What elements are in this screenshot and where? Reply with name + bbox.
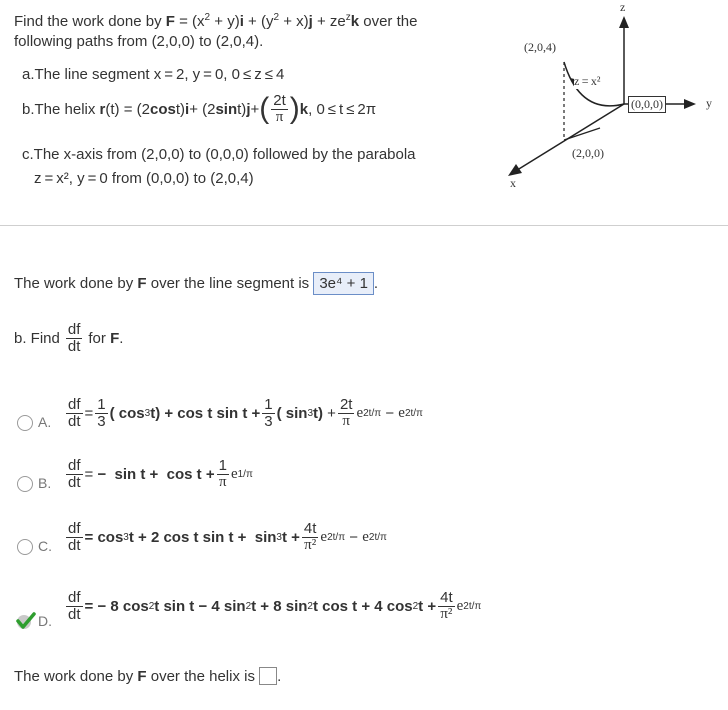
helix-frac-den: π <box>275 108 284 125</box>
result-prefix: The work done by <box>14 275 134 292</box>
helix-frac-num: 2t <box>273 91 286 109</box>
option-a-letter[interactable]: A. <box>38 414 52 430</box>
option-a-e2: e <box>398 404 405 421</box>
option-a-p2: ( sin <box>276 404 308 422</box>
over-the-text: over the <box>363 13 418 30</box>
option-d-m1: t sin t − 4 sin <box>154 597 246 615</box>
helix-period: . <box>277 667 282 685</box>
helix-F: F <box>137 667 147 685</box>
option-b-expression[interactable] <box>64 458 253 491</box>
helix-answer-input[interactable] <box>259 667 277 685</box>
option-b-fn: 1 <box>218 457 227 474</box>
option-a-f1n: 1 <box>97 396 106 413</box>
label-y: y <box>706 96 712 110</box>
option-d-fn: 4t <box>440 589 453 606</box>
option-b-radio[interactable] <box>17 476 33 492</box>
unit-k: k <box>299 100 309 118</box>
option-a-f3n: 2t <box>339 396 353 413</box>
path-figure <box>500 0 728 200</box>
helix-text-2: t) <box>175 100 186 118</box>
option-a-radio[interactable] <box>17 415 33 431</box>
label-z: z <box>620 0 626 14</box>
option-d-fd: π² <box>440 605 453 622</box>
option-d-letter[interactable]: D. <box>38 613 52 629</box>
option-d-num: df <box>68 589 81 606</box>
helix-suffix: over the helix is <box>150 667 255 685</box>
option-a-mid: + cos t sin t + <box>164 404 261 422</box>
option-a-p1e: t) <box>150 404 161 422</box>
option-d-lhs <box>66 590 83 623</box>
helix-fraction <box>271 93 288 126</box>
helix-text-4: t) <box>237 100 247 118</box>
option-c-e2s: 2t/π <box>368 531 387 543</box>
option-c-expression[interactable] <box>64 521 387 554</box>
y-arrowhead <box>684 99 696 109</box>
result-period: . <box>373 275 379 292</box>
option-a-plus: + <box>327 404 336 422</box>
option-a-expression[interactable] <box>64 397 423 430</box>
option-c-s1: 3 <box>123 531 129 543</box>
frac-den: dt <box>67 337 81 355</box>
option-a-f1d: 3 <box>97 412 106 430</box>
find-text: b. Find <box>14 329 60 347</box>
option-d-den: dt <box>68 605 81 623</box>
section-divider <box>0 225 728 226</box>
option-a-frac2 <box>262 397 274 430</box>
helix-prefix: The work done by <box>14 667 134 685</box>
option-c-num: df <box>68 520 81 537</box>
option-a-e1s: 2t/π <box>363 407 382 419</box>
problem-statement <box>14 8 494 52</box>
option-a-p2e: t) <box>313 404 323 422</box>
part-c-line-2: z = x², y = 0 from (0,0,0) to (2,0,4) <box>34 170 254 187</box>
x-arrowhead <box>508 164 522 176</box>
option-a-f2n: 1 <box>264 396 273 413</box>
option-b-den: dt <box>68 473 81 491</box>
left-paren: ( <box>259 92 270 125</box>
part-c-line-1: c.The x-axis from (2,0,0) to (0,0,0) followed by the parabola <box>22 146 416 163</box>
option-a-frac1 <box>95 397 107 430</box>
label-200: (2,0,0) <box>572 146 604 160</box>
option-d-m4: t + <box>418 597 437 615</box>
option-d-radio[interactable] <box>15 612 33 630</box>
option-a-p1: ( cos <box>109 404 145 422</box>
option-c-fn: 4t <box>303 520 317 537</box>
right-paren: ) <box>289 92 300 125</box>
helix-sin: sin <box>215 100 238 118</box>
option-a-f2d: 3 <box>264 412 273 430</box>
for-text: for <box>88 329 106 347</box>
helix-range: , 0 ≤ t ≤ 2π <box>308 100 377 118</box>
option-b-frac <box>217 458 229 491</box>
option-c-m2: t + <box>281 528 300 546</box>
option-c-e1s: 2t/π <box>327 531 346 543</box>
option-d-m3: t cos t + 4 cos <box>312 597 413 615</box>
vector-F: F <box>165 13 175 30</box>
result-F: F <box>137 275 147 292</box>
df-dt-fraction <box>66 322 83 355</box>
option-c-m1: t + 2 cos t sin t + sin <box>128 528 277 546</box>
option-c-letter[interactable]: C. <box>38 538 52 554</box>
axes-diagram <box>500 0 728 200</box>
option-b-fd: π <box>218 473 227 490</box>
helix-cos: cos <box>149 100 176 118</box>
option-c-eq: = cos <box>84 528 124 546</box>
frac-num: df <box>67 321 81 338</box>
option-c-den: dt <box>68 536 81 554</box>
option-a-eq: = <box>84 404 94 422</box>
helix-text-1: (t) = (2 <box>105 100 150 118</box>
option-a-p2s: 3 <box>307 407 313 419</box>
part-b <box>22 92 376 126</box>
option-d-s3: 2 <box>307 600 313 612</box>
helix-line <box>14 667 281 685</box>
part-a: a.The line segment x = 2, y = 0, 0 ≤ z ≤ 4 <box>22 66 285 83</box>
field-formula: $(x^2 + y)i + (y^2 + x)j + ze^zk$ <box>192 12 360 30</box>
checkmark-icon <box>15 612 37 632</box>
option-c-minus: − <box>349 528 359 546</box>
option-d-e: e <box>456 597 464 614</box>
label-curve: z = x² <box>574 74 601 88</box>
helix-text-3: + (2 <box>189 100 216 118</box>
result-suffix: over the line segment is <box>150 275 310 292</box>
label-x: x <box>510 176 516 190</box>
line-segment-answer: 3e⁴ + 1 <box>313 272 374 295</box>
option-d-frac <box>438 590 455 623</box>
option-d-es: 2t/π <box>463 600 482 612</box>
option-c-frac <box>302 521 319 554</box>
option-a-lhs <box>66 397 83 430</box>
option-a-num: df <box>68 396 81 413</box>
option-d-s4: 2 <box>412 600 419 612</box>
option-c-fd: π² <box>304 536 317 553</box>
option-d-m2: t + 8 sin <box>251 597 308 615</box>
option-b-body: − sin t + cos t + <box>97 465 215 483</box>
option-c-e1: e <box>320 528 328 545</box>
equals-sign: = <box>179 13 188 30</box>
label-204: (2,0,4) <box>524 40 556 54</box>
option-d-expression[interactable] <box>64 590 481 623</box>
question-b <box>14 322 123 355</box>
problem-line-2: following paths from (2,0,0) to (2,0,4). <box>14 33 264 50</box>
question-period: . <box>119 329 124 347</box>
question-F: F <box>110 329 120 347</box>
option-c-lhs <box>66 521 83 554</box>
part-b-label: b.The helix <box>22 100 96 118</box>
unit-i: i <box>185 100 190 118</box>
option-c-e2: e <box>362 528 369 545</box>
option-d-s1: 2 <box>148 600 155 612</box>
result-line <box>14 272 378 295</box>
option-b-lhs <box>66 458 83 491</box>
option-b-eq: = <box>84 465 94 483</box>
option-a-e1: e <box>356 404 364 421</box>
option-c-radio[interactable] <box>17 539 33 555</box>
option-a-den: dt <box>68 412 81 430</box>
option-a-p1s: 3 <box>144 407 151 419</box>
r-vector: r <box>99 100 106 118</box>
option-a-e2s: 2t/π <box>404 407 423 419</box>
option-b-es: 1/π <box>237 468 253 480</box>
option-a-f3d: π <box>342 412 350 429</box>
option-b-letter[interactable]: B. <box>38 475 52 491</box>
helix-text-5: + <box>250 100 260 118</box>
option-a-frac3 <box>338 397 355 430</box>
option-a-minus: − <box>385 404 395 422</box>
z-arrowhead <box>619 16 629 28</box>
unit-j: j <box>246 100 251 118</box>
label-000: (0,0,0) <box>628 96 666 113</box>
option-b-num: df <box>68 457 81 474</box>
intro-text: Find the work done by <box>14 13 162 30</box>
problem-line-1 <box>14 8 494 32</box>
option-d-s2: 2 <box>245 600 252 612</box>
option-b-e: e <box>230 465 238 482</box>
option-d-eq: = − 8 cos <box>84 597 149 615</box>
option-c-s2: 3 <box>276 531 282 543</box>
